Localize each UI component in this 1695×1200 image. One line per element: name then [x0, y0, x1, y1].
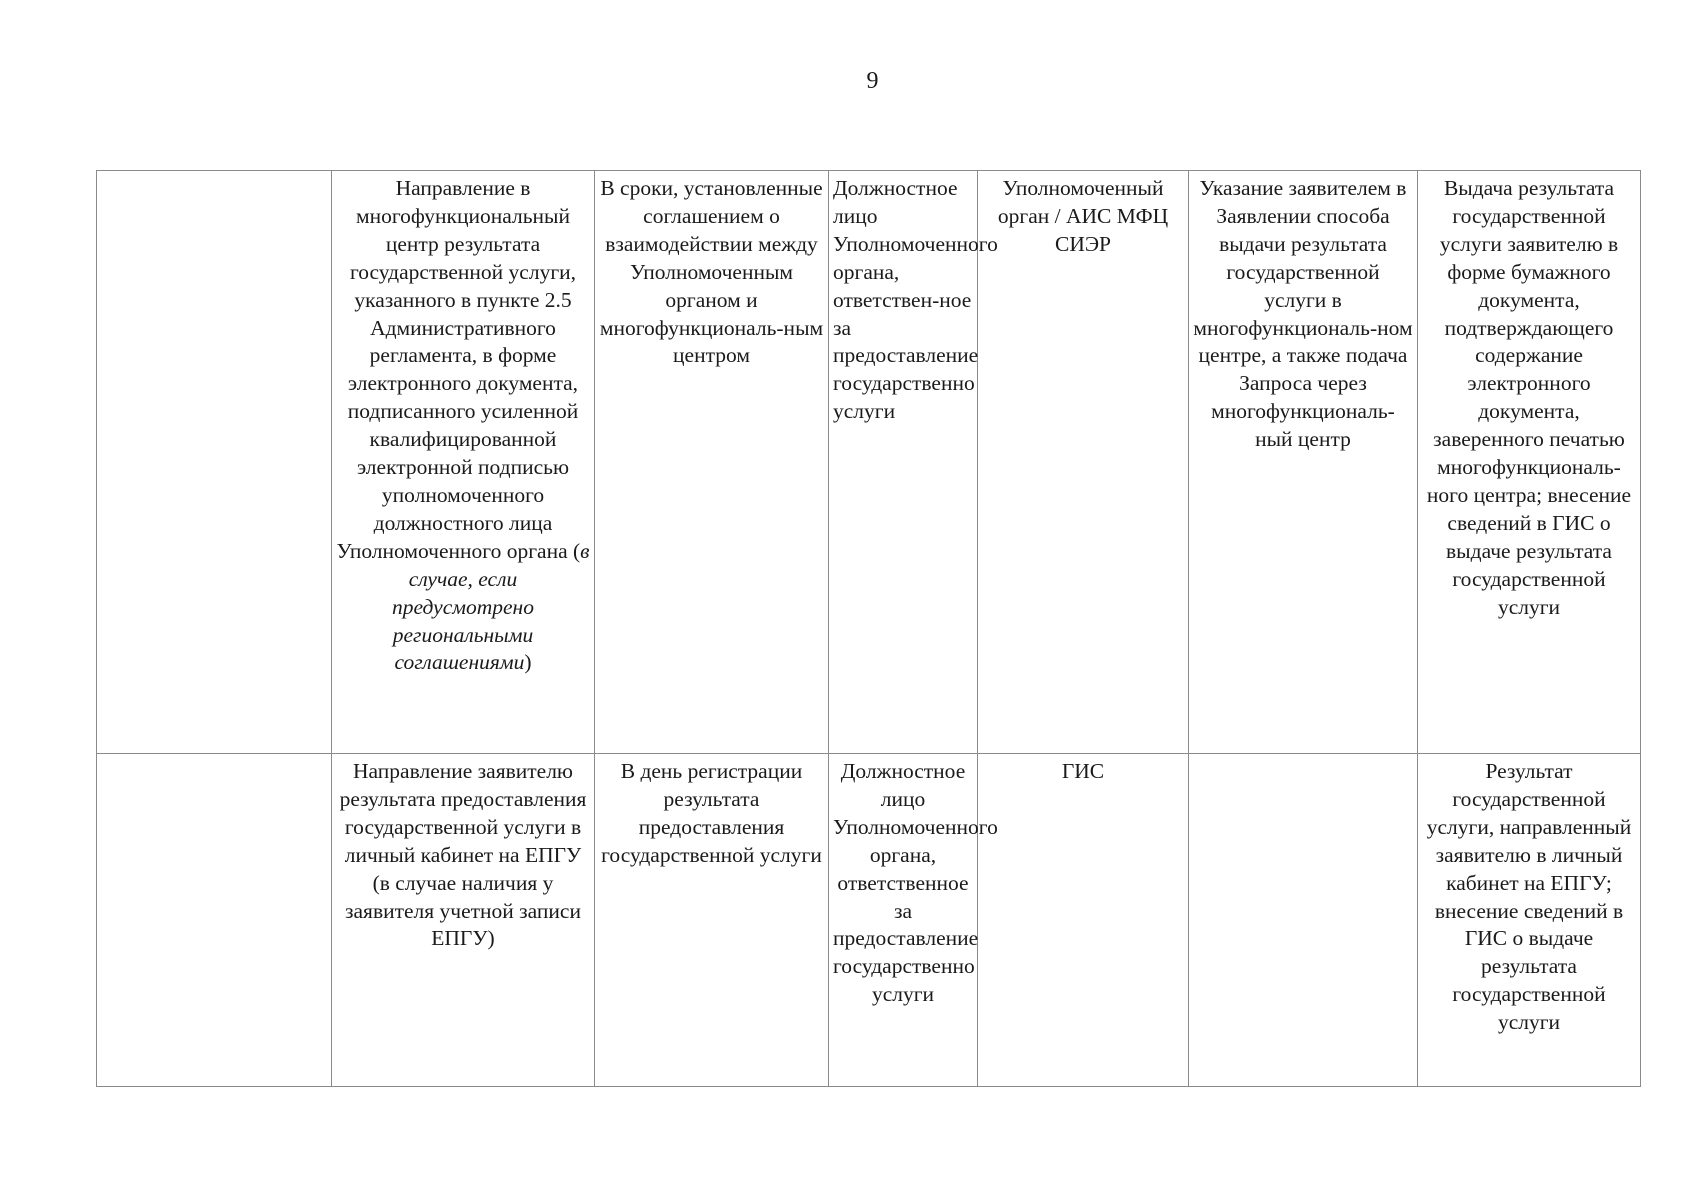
criteria-cell: Указание заявителем в Заявлении способа выдачи результата государственной услуги в многофункциональ-ном центре, а также подача Запроса через многофункциональ-ный центр	[1189, 171, 1418, 754]
deadline-cell: В день регистрации результата предоставления государственной услуги	[595, 754, 829, 1087]
responsible-person-cell: Должностное лицо Уполномоченного органа, ответственное за предоставление государственно услуги	[829, 754, 978, 1087]
action-description-italic: в случае, если предусмотрено региональными соглашениями	[392, 538, 590, 675]
page-number: 9	[866, 68, 879, 94]
table-row	[97, 754, 1641, 1087]
table-cell-empty	[97, 171, 332, 754]
system-cell: Уполномоченный орган / АИС МФЦ СИЭР	[978, 171, 1189, 754]
action-description-text: Направление в многофункциональный центр результата государственной услуги, указанного в пункте 2.5 Административного регламента, в форме электронного документа, подписанного усиленной квалифицированной электронной подписью уполномоченного должностного лица Уполномоченного органа (	[336, 176, 581, 563]
table-row	[97, 171, 1641, 754]
result-cell: Результат государственной услуги, направленный заявителю в личный кабинет на ЕПГУ; внесение сведений в ГИС о выдаче результата государственной услуги	[1418, 754, 1641, 1087]
action-description-cell	[332, 171, 595, 754]
procedure-table	[96, 170, 1641, 1087]
system-cell: ГИС	[978, 754, 1189, 1087]
responsible-person-cell: Должностное лицо Уполномоченного органа, ответствен-ное за предоставление государственно услуги	[829, 171, 978, 754]
table-cell-empty	[97, 754, 332, 1087]
result-cell: Выдача результата государственной услуги заявителю в форме бумажного документа, подтверждающего содержание электронного документа, заверенного печатью многофункциональ-ного центра; внесение сведений в ГИС о выдаче результата государственной услуги	[1418, 171, 1641, 754]
deadline-cell: В сроки, установленные соглашением о взаимодействии между Уполномоченным органом и многофункциональ-ным центром	[595, 171, 829, 754]
action-description-cell: Направление заявителю результата предоставления государственной услуги в личный кабинет на ЕПГУ (в случае наличия у заявителя учетной записи ЕПГУ)	[332, 754, 595, 1087]
action-description-tail: )	[524, 650, 532, 675]
criteria-cell	[1189, 754, 1418, 1087]
